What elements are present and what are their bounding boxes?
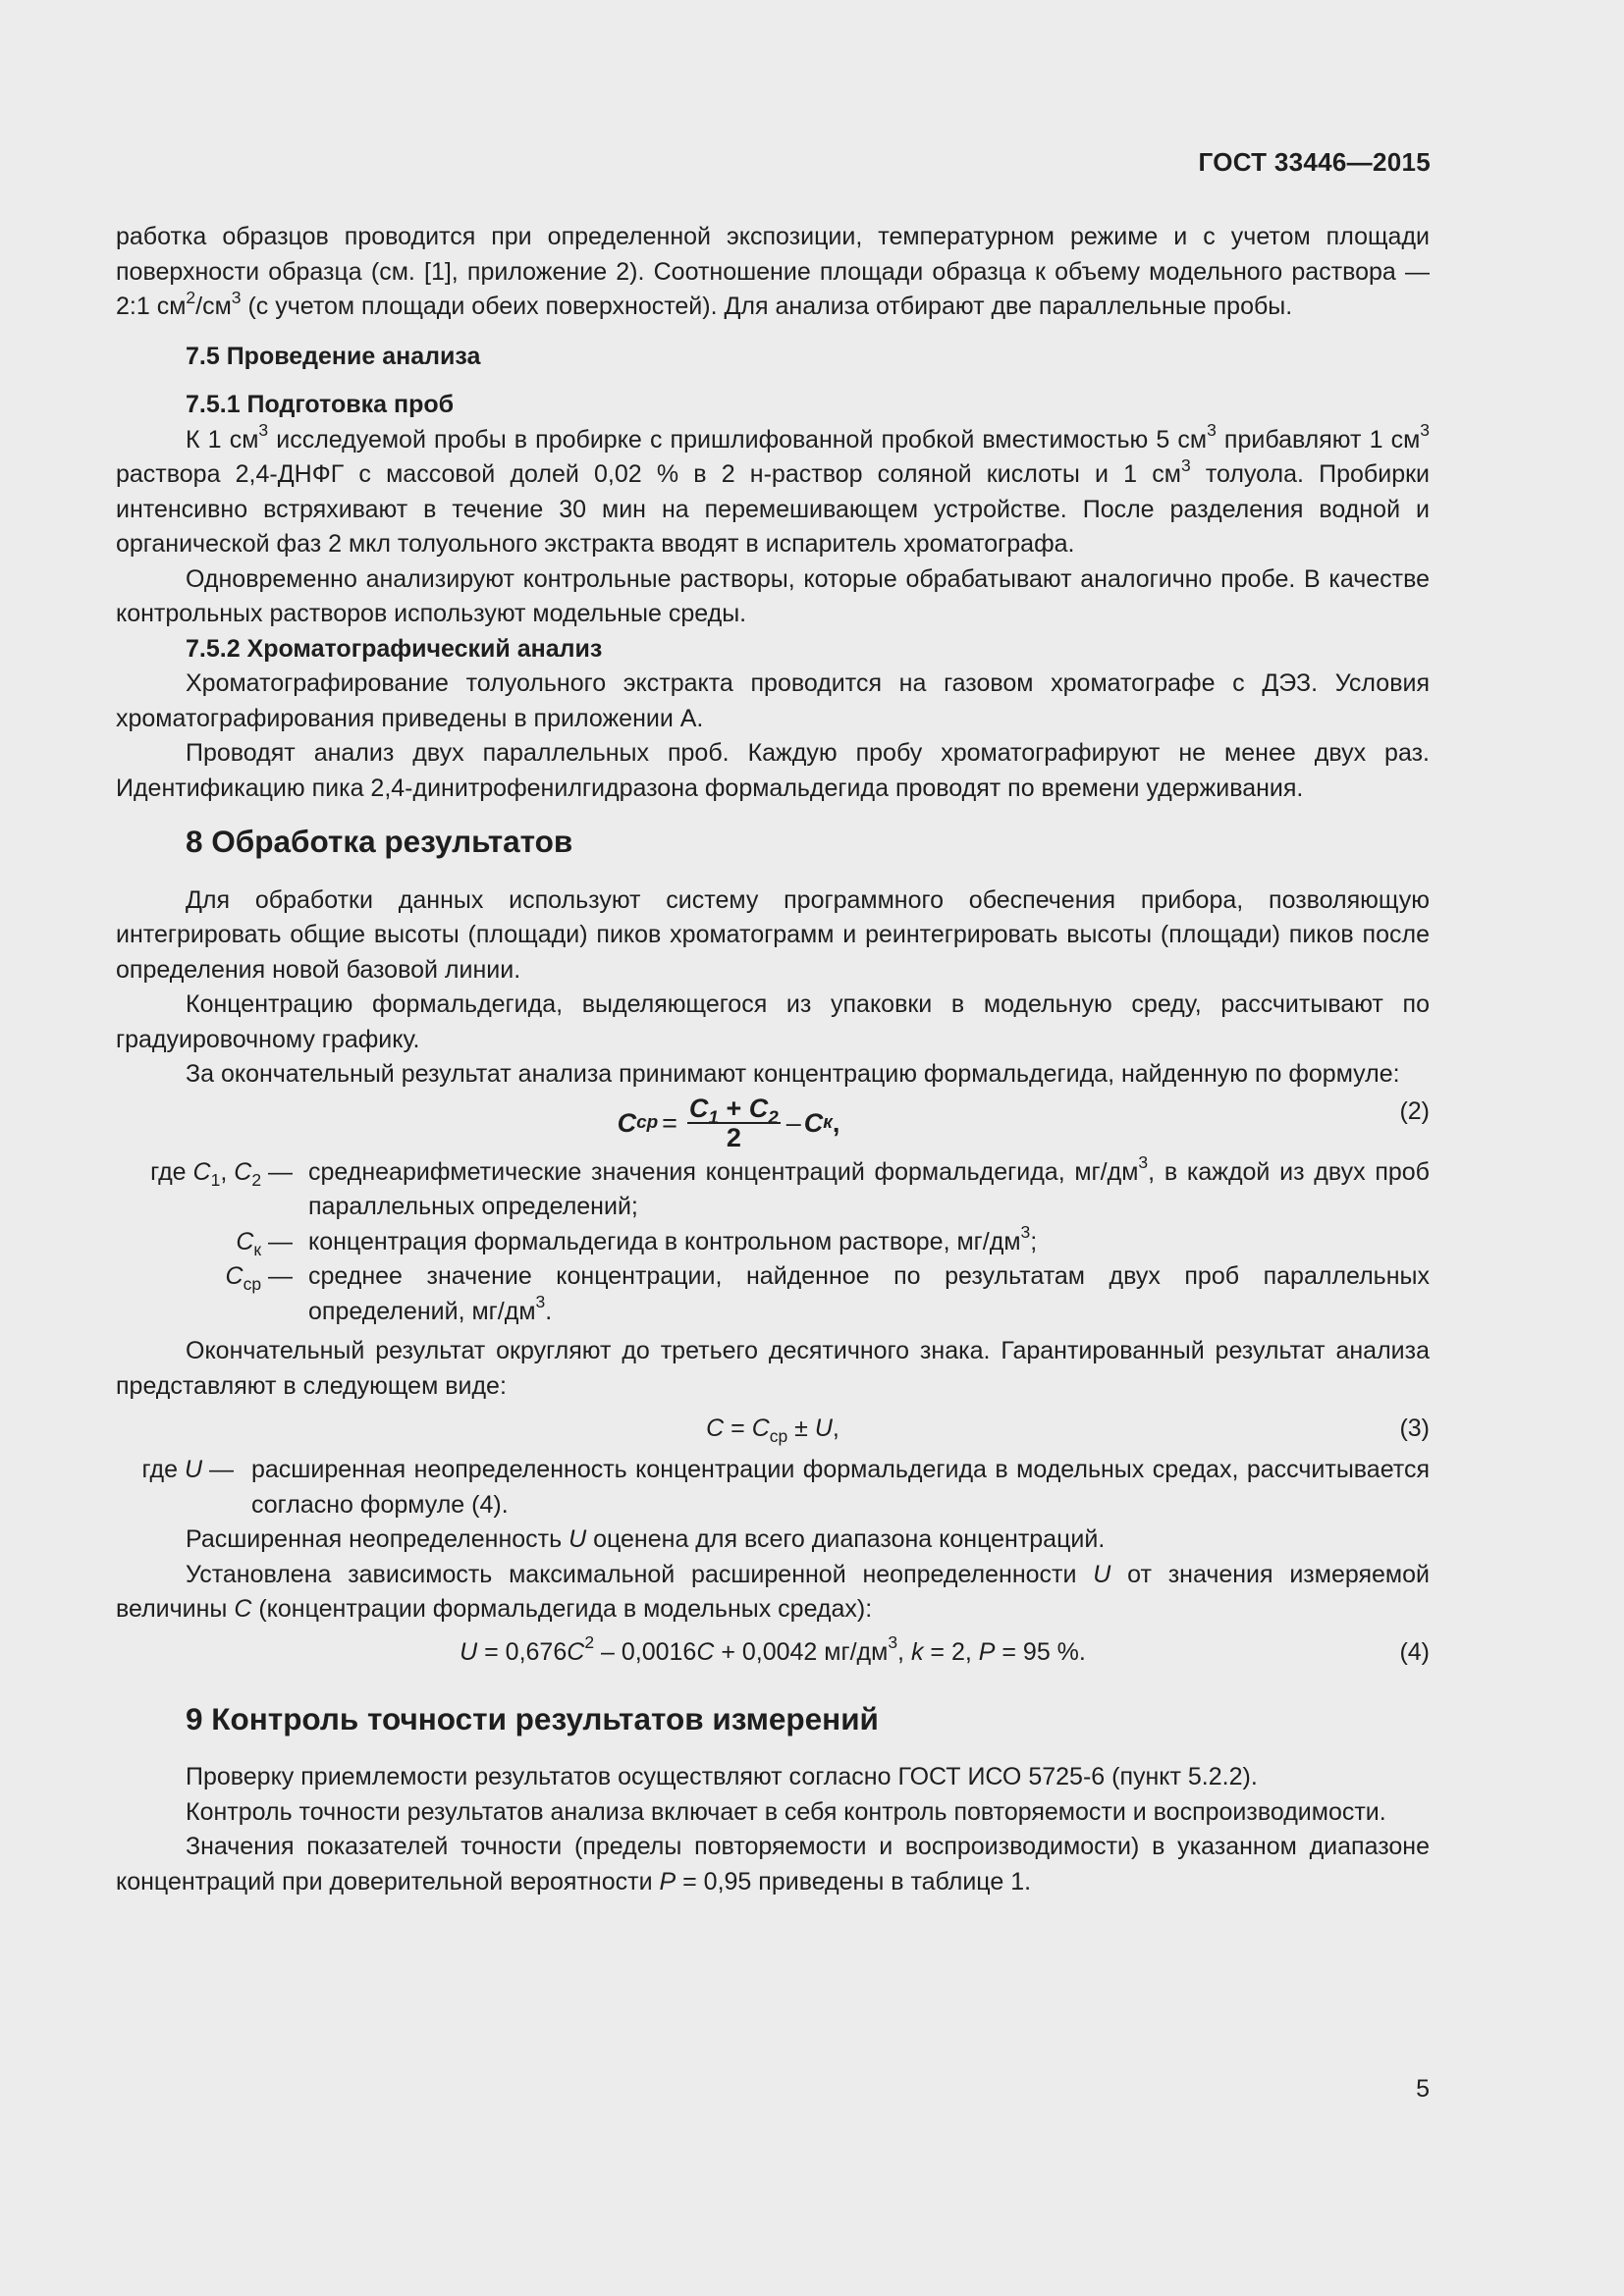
paragraph: За окончательный результат анализа принимают концентрацию формальдегида, найденную по формуле: — [186, 1060, 1400, 1088]
paragraph: Для обработки данных используют систему программного обеспечения прибора, позволяющую интегрировать общие высоты (площади) пиков хроматограмм и реинтегрировать высоты (площади) пиков после определения новой базовой линии. — [116, 885, 1430, 984]
formula-2 — [116, 1095, 1430, 1155]
paragraph: Одновременно анализируют контрольные растворы, которые обрабатывают аналогично пробе. В качестве контрольных растворов используют модельные среды. — [116, 564, 1430, 627]
paragraph: Хроматографирование толуольного экстракта проводится на газовом хроматографе с ДЭЗ. Условия хроматографирования приведены в приложении А. — [116, 669, 1430, 732]
page-number: 5 — [1416, 2075, 1430, 2103]
paragraph: Значения показателей точности (пределы повторяемости и воспроизводимости) в указанном диапазоне концентраций при доверительной вероятности P = 0,95 приведены в таблице 1. — [116, 1833, 1430, 1896]
legend-item: где U — расширенная неопределенность концентрации формальдегида в модельных средах, рассчитывается согласно формуле (4). — [141, 1456, 1430, 1519]
paragraph: Концентрацию формальдегида, выделяющегося из упаковки в модельную среду, рассчитывают по градуировочному графику. — [116, 990, 1430, 1053]
formula-2-expression: C ср = $\frac{C_1 + C_2}{2}$ – C к , — [617, 1093, 840, 1152]
paragraph: Проводят анализ двух параллельных проб. Каждую пробу хроматографируют не менее двух раз. Идентификацию пика 2,4-динитрофенилгидразона формальдегида проводят по времени удерживания. — [116, 739, 1430, 802]
fraction: $\frac{C_1 + C_2}{2}$ — [688, 1093, 779, 1152]
legend-item: где $C_1$, $C_2$ — среднеарифметические значения концентраций формальдегида, $мг/дм^3$, в каждой из двух проб параллельных определений; — [150, 1152, 1431, 1220]
paragraph: Расширенная неопределенность U оценена для всего диапазона концентраций. — [186, 1525, 1106, 1553]
legend-item: $C_к$ — концентрация формальдегида в контрольном растворе, $мг/дм^3$; — [236, 1222, 1038, 1259]
paragraph: К 1 $см^3$ исследуемой пробы в пробирке с пришлифованной пробкой вместимостью 5 $см^3$ прибавляют 1 $см^3$ раствора 2,4-ДНФГ с массовой долей 0,02 % в 2 н-раствор соляной кислоты и 1 $см^3$ толуола. Пробирки интенсивно встряхивают в течение 30 мин на перемешивающем устройстве. После разделения водной и органической фаз 2 мкл толуольного экстракта вводят в испаритель хроматографа. — [116, 420, 1431, 558]
paragraph: Окончательный результат округляют до третьего десятичного знака. Гарантированный результат анализа представляют в следующем виде: — [116, 1337, 1430, 1400]
paragraph: работка образцов проводится при определенной экспозиции, температурном режиме и с учетом площади поверхности образца (см. [1], приложение 2). Соотношение площади образца к объему модельного раствора — 2:1 $см^2/см^3$ (с учетом площади обеих поверхностей). Для анализа отбирают две параллельные пробы. — [116, 223, 1430, 320]
formula-number: (2) — [1399, 1096, 1430, 1125]
formula-number: (4) — [1399, 1637, 1430, 1666]
legend-item: $C_{ср}$ — среднее значение концентрации, найденное по результатам двух проб параллельных определений, $мг/дм^3$. — [225, 1262, 1430, 1325]
formula-3 — [116, 1404, 1430, 1453]
subsection-heading-7-5-2: 7.5.2 Хроматографический анализ — [186, 634, 603, 663]
document-header: ГОСТ 33446—2015 — [1198, 147, 1431, 177]
formula-number: (3) — [1399, 1415, 1430, 1442]
subsection-heading-7-5-1: 7.5.1 Подготовка проб — [186, 391, 455, 418]
page-content — [116, 220, 1430, 1899]
section-heading-8: 8 Обработка результатов — [186, 824, 573, 859]
paragraph: Установлена зависимость максимальной расширенной неопределенности U от значения измеряемой величины C (концентрации формальдегида в модельных средах): — [116, 1560, 1430, 1623]
paragraph: Контроль точности результатов анализа включает в себя контроль повторяемости и воспроизводимости. — [186, 1797, 1386, 1826]
paragraph: Проверку приемлемости результатов осуществляют согласно ГОСТ ИСО 5725-6 (пункт 5.2.2). — [186, 1763, 1258, 1790]
section-heading-7-5: 7.5 Проведение анализа — [186, 342, 481, 370]
formula-4 — [116, 1628, 1430, 1677]
formula-3-expression: $C = C_{ср} \pm U$, — [706, 1415, 839, 1446]
section-heading-9: 9 Контроль точности результатов измерений — [186, 1700, 879, 1736]
formula-4-expression: $U = 0,676C^2 - 0,0016C + 0,0042$ $мг/дм^3$, k = 2, P = 95 %. — [460, 1632, 1086, 1666]
